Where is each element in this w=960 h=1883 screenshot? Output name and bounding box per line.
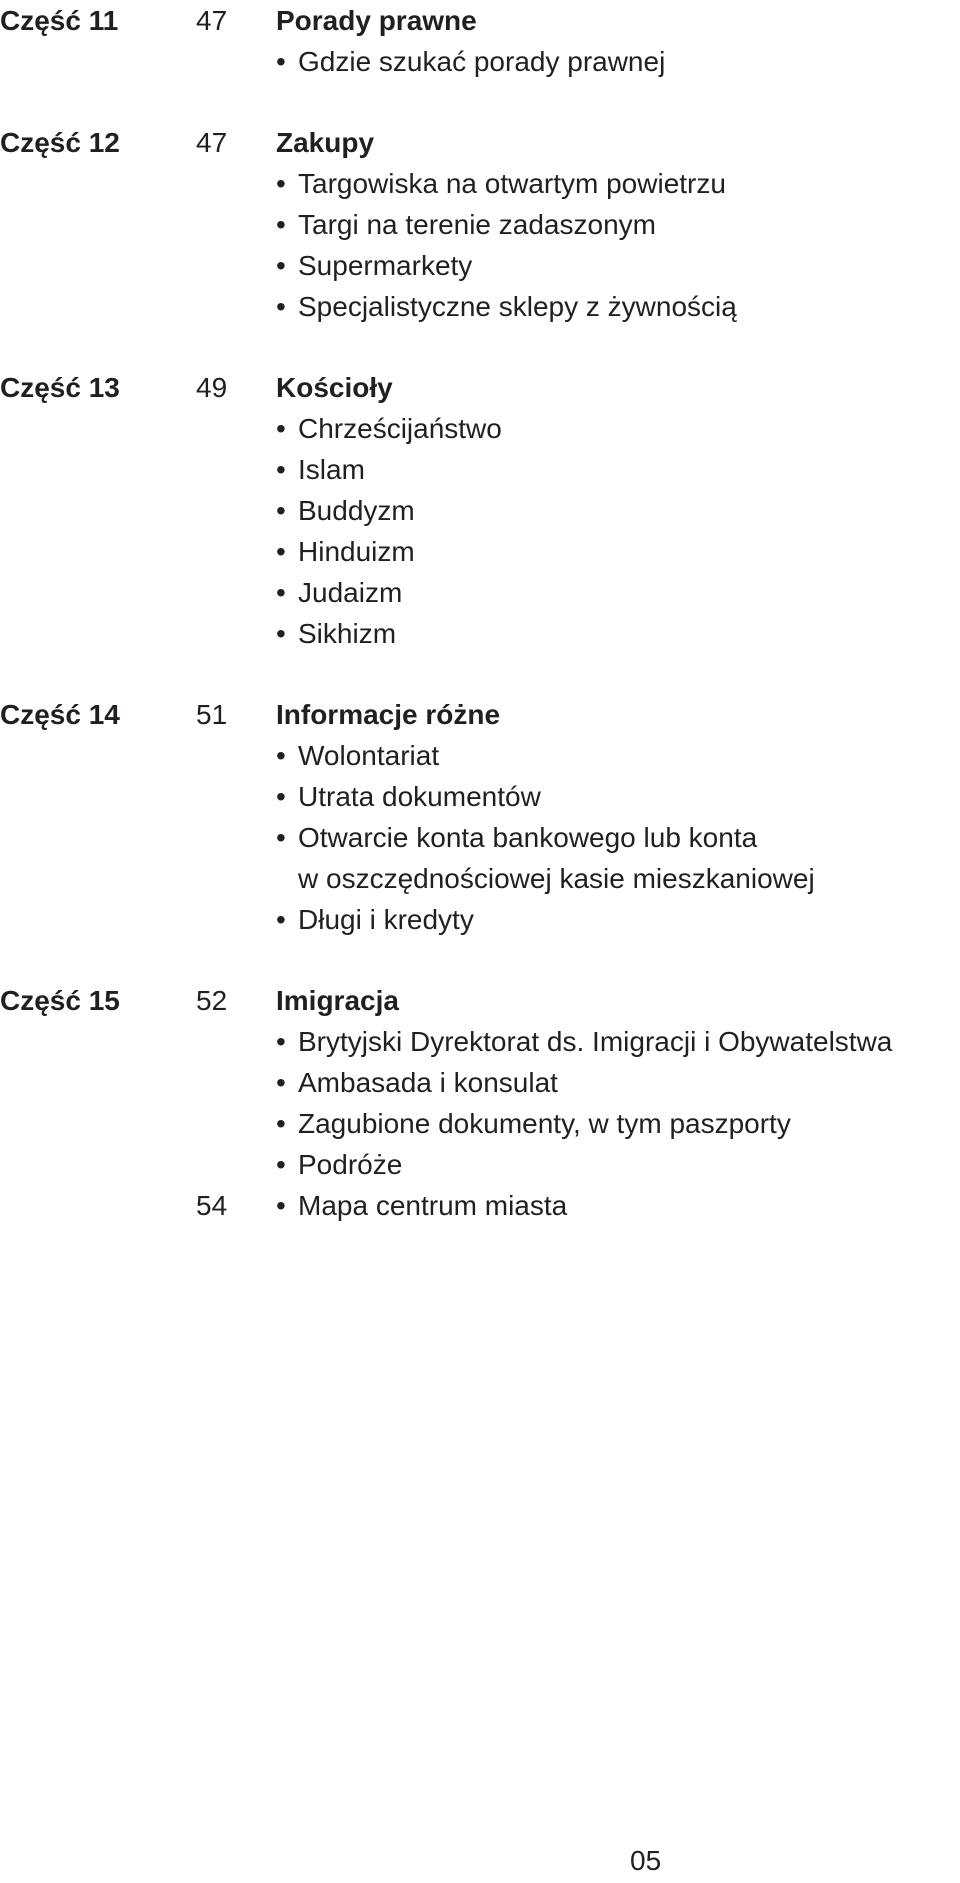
bullet-icon: • bbox=[276, 1026, 286, 1057]
list-item bbox=[276, 286, 960, 327]
section-title: Kościoły bbox=[276, 372, 393, 403]
bullet-icon: • bbox=[276, 904, 286, 935]
list-item bbox=[276, 1062, 960, 1103]
list-item bbox=[276, 1185, 960, 1226]
bullet-icon: • bbox=[276, 46, 286, 77]
list-item-text: Specjalistyczne sklepy z żywnością bbox=[298, 291, 737, 322]
bullet-icon: • bbox=[276, 618, 286, 649]
list-item bbox=[276, 204, 960, 245]
list-item bbox=[276, 163, 960, 204]
list-item-text: Utrata dokumentów bbox=[298, 781, 541, 812]
bullet-icon: • bbox=[276, 413, 286, 444]
bullet-icon: • bbox=[276, 781, 286, 812]
section-title: Porady prawne bbox=[276, 5, 477, 36]
list-item-text: Długi i kredyty bbox=[298, 904, 474, 935]
list-item bbox=[276, 613, 960, 654]
list-item-text: Wolontariat bbox=[298, 740, 440, 771]
list-item-text: Judaizm bbox=[298, 577, 403, 608]
section-content bbox=[276, 367, 960, 654]
list-item bbox=[276, 1103, 960, 1144]
list-item bbox=[276, 531, 960, 572]
bullet-icon: • bbox=[276, 168, 286, 199]
section-title: Informacje różne bbox=[276, 699, 501, 730]
list-item-text: Brytyjski Dyrektorat ds. Imigracji i Obywatelstwa bbox=[298, 1026, 893, 1057]
bullet-icon: • bbox=[276, 250, 286, 281]
section-items bbox=[276, 735, 960, 940]
list-item bbox=[276, 899, 960, 940]
section-content bbox=[276, 0, 960, 82]
bullet-icon: • bbox=[276, 536, 286, 567]
part-label: Część 12 bbox=[0, 127, 120, 158]
list-item-text: Supermarkety bbox=[298, 250, 473, 281]
list-item-text: w oszczędnościowej kasie mieszkaniowej bbox=[298, 863, 815, 894]
bullet-icon: • bbox=[276, 209, 286, 240]
list-item-text: Ambasada i konsulat bbox=[298, 1067, 558, 1098]
list-item bbox=[276, 1144, 960, 1185]
section-items bbox=[276, 408, 960, 654]
section-page-number: 51 bbox=[196, 699, 228, 730]
section-page-number: 52 bbox=[196, 985, 228, 1016]
bullet-icon: • bbox=[276, 577, 286, 608]
part-label: Część 14 bbox=[0, 699, 120, 730]
bullet-icon: • bbox=[276, 495, 286, 526]
list-item-text: Mapa centrum miasta bbox=[298, 1190, 568, 1221]
list-item bbox=[276, 408, 960, 449]
part-label: Część 11 bbox=[0, 5, 119, 36]
bullet-icon: • bbox=[276, 291, 286, 322]
list-item bbox=[276, 245, 960, 286]
section-page-number: 47 bbox=[196, 127, 228, 158]
part-label: Część 15 bbox=[0, 985, 120, 1016]
part-label: Część 13 bbox=[0, 372, 120, 403]
bullet-icon: • bbox=[276, 1190, 286, 1221]
section-items bbox=[276, 1021, 960, 1226]
list-item-text: Chrześcijaństwo bbox=[298, 413, 502, 444]
bullet-icon: • bbox=[276, 1067, 286, 1098]
section-page-number: 49 bbox=[196, 372, 228, 403]
list-item-text: Hinduizm bbox=[298, 536, 415, 567]
list-item-text: Gdzie szukać porady prawnej bbox=[298, 46, 666, 77]
bullet-icon: • bbox=[276, 1108, 286, 1139]
bullet-icon: • bbox=[276, 1149, 286, 1180]
list-item-text: Otwarcie konta bankowego lub konta bbox=[298, 822, 758, 853]
bullet-icon: • bbox=[276, 454, 286, 485]
page-number: 05 bbox=[630, 1845, 662, 1876]
bullet-icon: • bbox=[276, 740, 286, 771]
section-content bbox=[276, 694, 960, 940]
list-item-text: Buddyzm bbox=[298, 495, 415, 526]
list-item bbox=[276, 858, 960, 899]
list-item-text: Targi na terenie zadaszonym bbox=[298, 209, 656, 240]
list-item bbox=[276, 490, 960, 531]
section-items bbox=[276, 41, 960, 82]
list-item bbox=[276, 572, 960, 613]
section-items bbox=[276, 163, 960, 327]
list-item bbox=[276, 449, 960, 490]
list-item-text: Targowiska na otwartym powietrzu bbox=[298, 168, 726, 199]
list-item-text: Zagubione dokumenty, w tym paszporty bbox=[298, 1108, 791, 1139]
list-item bbox=[276, 735, 960, 776]
list-item-text: Podróże bbox=[298, 1149, 403, 1180]
list-item bbox=[276, 817, 960, 858]
bullet-icon: • bbox=[276, 822, 286, 853]
section-title: Zakupy bbox=[276, 127, 375, 158]
list-item bbox=[276, 1021, 960, 1062]
list-item-text: Sikhizm bbox=[298, 618, 397, 649]
list-item bbox=[276, 41, 960, 82]
section-page-number: 47 bbox=[196, 5, 228, 36]
section-content bbox=[276, 980, 960, 1226]
section-content bbox=[276, 122, 960, 327]
list-item-text: Islam bbox=[298, 454, 365, 485]
item-page-number: 54 bbox=[196, 1190, 228, 1221]
section-title: Imigracja bbox=[276, 985, 399, 1016]
list-item bbox=[276, 776, 960, 817]
